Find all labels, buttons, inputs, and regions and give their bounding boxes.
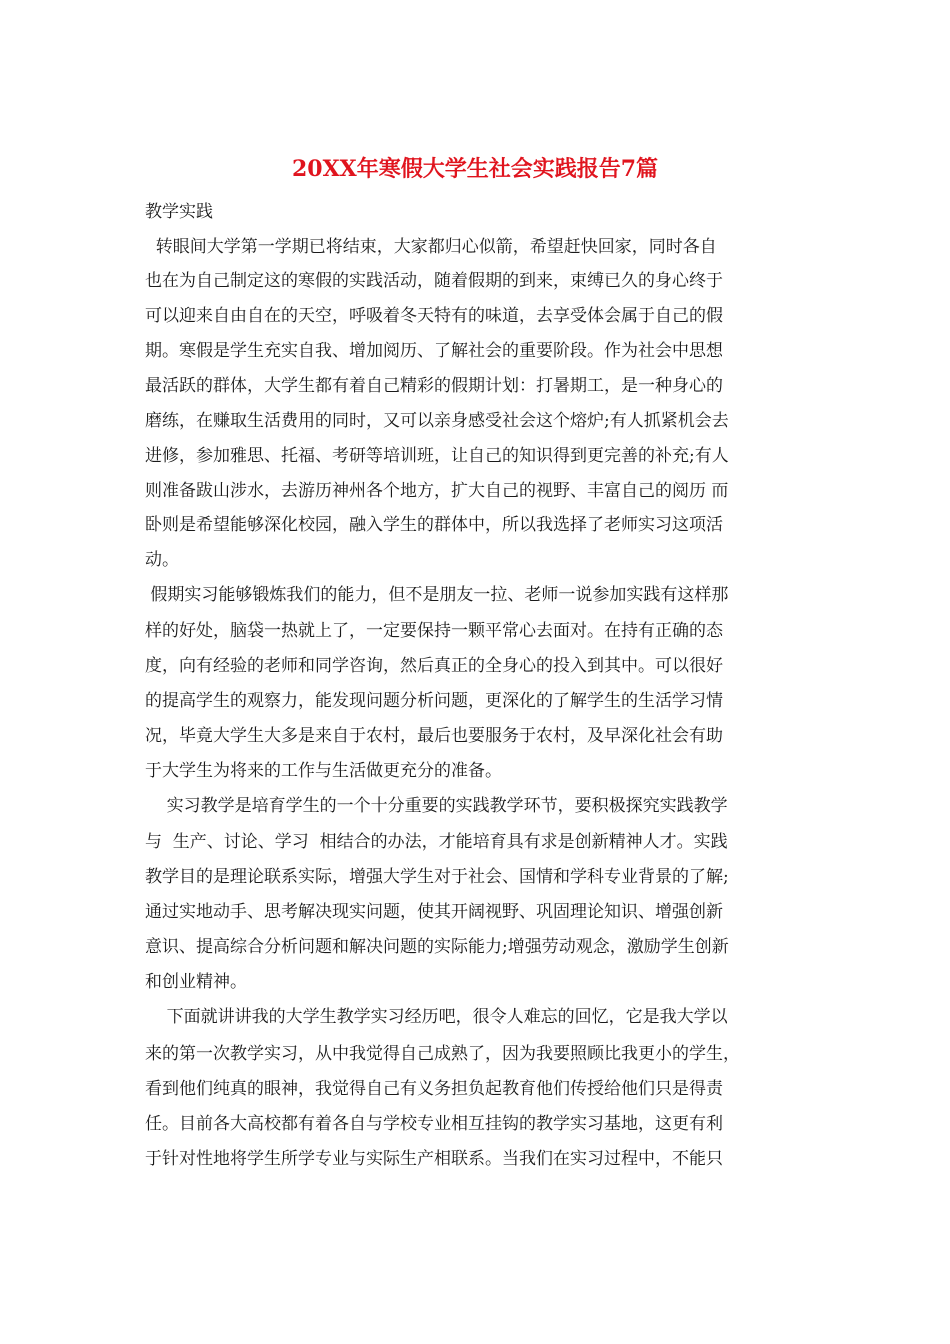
- body-line: 期。寒假是学生充实自我、增加阅历、了解社会的重要阶段。作为社会中思想: [145, 341, 723, 361]
- body-line: 则准备跋山涉水，去游历神州各个地方，扩大自己的视野、丰富自己的阅历 而: [145, 481, 729, 501]
- body-line: 任。目前各大高校都有着各自与学校专业相互挂钩的教学实习基地，这更有利: [145, 1114, 723, 1134]
- body-line: 与 生产、讨论、学习 相结合的办法，才能培育具有求是创新精神人才。实践: [145, 832, 728, 852]
- body-line: 可以迎来自由自在的天空，呼吸着冬天特有的味道，去享受体会属于自己的假: [145, 306, 723, 326]
- body-line: 磨练，在赚取生活费用的同时，又可以亲身感受社会这个熔炉;有人抓紧机会去: [145, 411, 729, 431]
- body-line: 意识、提高综合分析问题和解决问题的实际能力;增强劳动观念，激励学生创新: [145, 937, 729, 957]
- body-line: 转眼间大学第一学期已将结束，大家都归心似箭，希望赶快回家，同时各自: [145, 237, 717, 257]
- body-line: 看到他们纯真的眼神，我觉得自己有义务担负起教育他们传授给他们只是得责: [145, 1079, 723, 1099]
- body-line: 况，毕竟大学生大多是来自于农村，最后也要服务于农村，及早深化社会有助: [145, 726, 723, 746]
- body-line: 样的好处，脑袋一热就上了，一定要保持一颗平常心去面对。在持有正确的态: [145, 621, 723, 641]
- document-title: 20XX年寒假大学生社会实践报告7篇: [291, 156, 659, 182]
- body-line: 假期实习能够锻炼我们的能力，但不是朋友一拉、老师一说参加实践有这样那: [145, 585, 729, 605]
- body-line: 也在为自己制定这的寒假的实践活动，随着假期的到来，束缚已久的身心终于: [145, 271, 723, 291]
- section-heading: 教学实践: [145, 202, 213, 222]
- body-line: 来的第一次教学实习，从中我觉得自己成熟了，因为我要照顾比我更小的学生，: [145, 1044, 740, 1064]
- body-line: 最活跃的群体，大学生都有着自己精彩的假期计划：打暑期工，是一种身心的: [145, 376, 723, 396]
- body-line: 的提高学生的观察力，能发现问题分析问题，更深化的了解学生的生活学习情: [145, 691, 723, 711]
- body-line: 教学目的是理论联系实际，增强大学生对于社会、国情和学科专业背景的了解;: [145, 867, 729, 887]
- body-line: 于大学生为将来的工作与生活做更充分的准备。: [145, 761, 502, 781]
- body-line: 通过实地动手、思考解决现实问题，使其开阔视野、巩固理论知识、增强创新: [145, 902, 723, 922]
- body-line: 实习教学是培育学生的一个十分重要的实践教学环节，要积极探究实践教学: [145, 796, 728, 816]
- body-line: 进修，参加雅思、托福、考研等培训班，让自己的知识得到更完善的补充;有人: [145, 446, 729, 466]
- body-line: 动。: [145, 550, 179, 570]
- body-line: 于针对性地将学生所学专业与实际生产相联系。当我们在实习过程中，不能只: [145, 1149, 723, 1169]
- body-line: 卧则是希望能够深化校园，融入学生的群体中，所以我选择了老师实习这项活: [145, 515, 723, 535]
- body-line: 下面就讲讲我的大学生教学实习经历吧，很令人难忘的回忆，它是我大学以: [145, 1007, 728, 1027]
- body-line: 度，向有经验的老师和同学咨询，然后真正的全身心的投入到其中。可以很好: [145, 656, 723, 676]
- body-line: 和创业精神。: [145, 972, 247, 992]
